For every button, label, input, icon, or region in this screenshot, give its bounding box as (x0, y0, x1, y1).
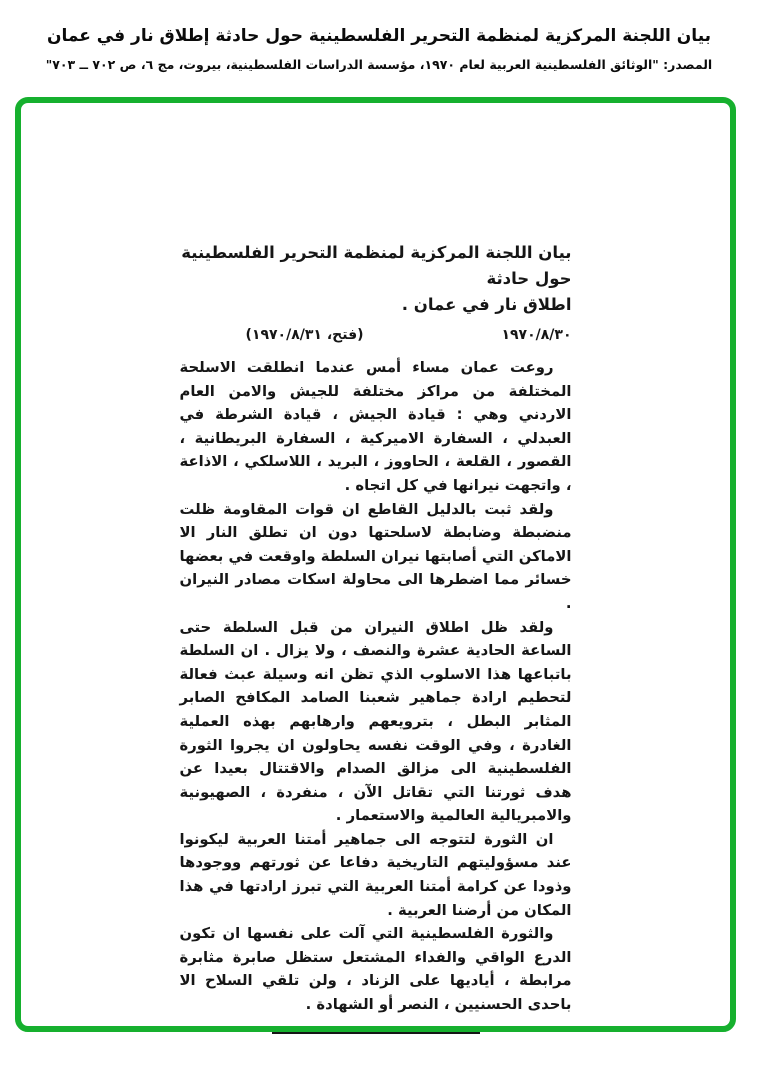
paragraph: ولقد ثبت بالدليل القاطع ان قوات المقاومة ظلت منضبطة وضابطة لاسلحتها دون ان تطلق النار الا الاماكن التي أصابتها نيران السلطة واوقعت في بعضها خسائر مما اضطرها الى محاولة اسكات مصادر النيران . (179, 500, 572, 612)
paragraph: ان الثورة لتتوجه الى جماهير أمتنا العربية ليكونوا عند مسؤوليتهم التاريخية دفاعا عن ثورتهم ووجودها وذودا عن كرامة أمتنا العربية التي تبرز ارادتها في هذا المكان من أرضنا العربية . (179, 830, 572, 919)
header-title: بيان اللجنة المركزية لمنظمة التحرير الفلسطينية حول حادثة إطلاق نار في عمان (46, 26, 712, 46)
paragraph: والثورة الفلسطينية التي آلت على نفسها ان تكون الدرع الواقي والفداء المشتعل ستظل صابرة مثابرة مرابطة ، أياديها على الزناد ، ولن تلقي السلاح الا باحدى الحسنيين ، النصر أو الشهادة . (179, 925, 572, 1014)
document-title (180, 240, 572, 318)
attribution-text: (فتح، ١٩٧٠/٨/٣١) (245, 327, 364, 343)
end-divider (272, 1032, 480, 1034)
document-title-line2: اطلاق نار في عمان . (401, 295, 572, 314)
page-header (0, 24, 758, 72)
document-page (180, 240, 572, 1034)
document-body (180, 356, 572, 1017)
header-source: المصدر: "الوثائق الفلسطينية العربية لعام ١٩٧٠، مؤسسة الدراسات الفلسطينية، بيروت، مج ٦، ص ٧٠٢ ــ ٧٠٣" (45, 57, 713, 72)
green-frame (15, 97, 736, 1032)
date-line (180, 327, 572, 343)
date-text: ١٩٧٠/٨/٣٠ (501, 327, 572, 343)
document-title-line1: بيان اللجنة المركزية لمنظمة التحرير الفلسطينية حول حادثة (181, 243, 572, 288)
paragraph: روعت عمان مساء أمس عندما انطلقت الاسلحة المختلفة من مراكز مختلفة للجيش والامن العام الاردني وهي : قيادة الجيش ، قيادة الشرطة في العبدلي ، السفارة الاميركية ، السفارة البريطانية ، القصور ، القلعة ، الحاووز ، البريد ، اللاسلكي ، الاذاعة ، واتجهت نيرانها في كل اتجاه . (179, 359, 572, 494)
paragraph: ولقد ظل اطلاق النيران من قبل السلطة حتى الساعة الحادية عشرة والنصف ، ولا يزال . ان السلطة باتباعها هذا الاسلوب الذي تظن انه وسيلة عبث فعالة لتحطيم ارادة جماهير شعبنا الصامد المكافح الصابر المثابر البطل ، بترويعهم وارهابهم بهذه العملية الغادرة ، وفي الوقت نفسه يحاولون ان يجروا الثورة الفلسطينية الى مزالق الصدام والاقتتال بعيدا عن هدف ثورتنا التي تقاتل الآن ، منفردة ، الصهيونية والامبريالية العالمية والاستعمار . (179, 618, 572, 825)
